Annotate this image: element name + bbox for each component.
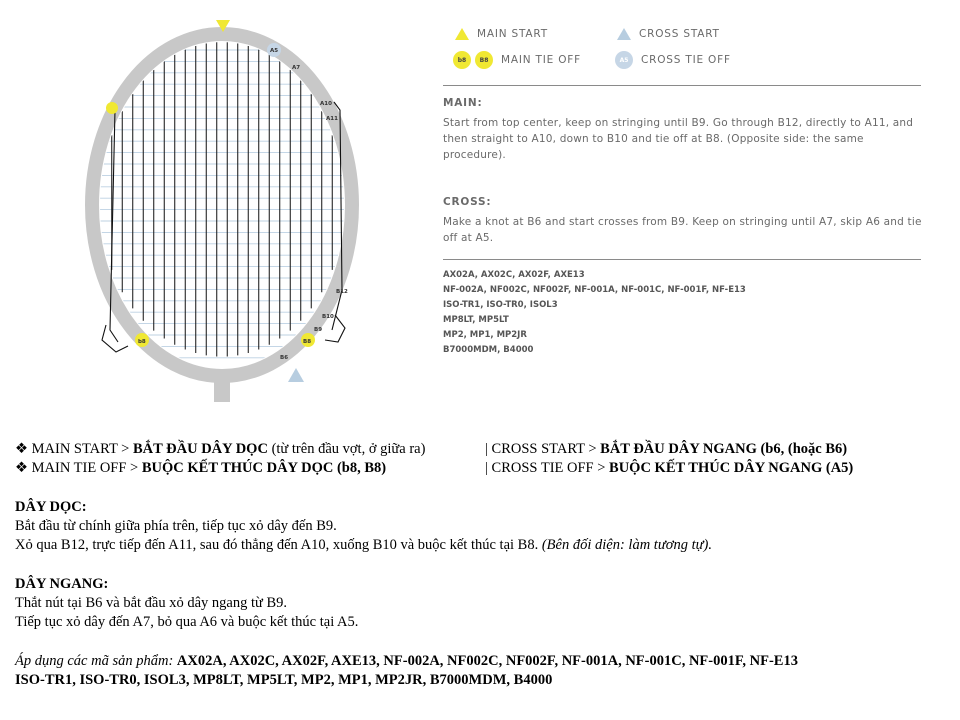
vn-ngang-line2: Tiếp tục xỏ dây đến A7, bỏ qua A6 và buộc kết thúc tại A5. (15, 614, 359, 630)
yellow-dot-icon: b8 (453, 51, 471, 69)
legend-cross-tie-off-label: CROSS TIE OFF (641, 54, 731, 66)
label-a10: A10 (320, 101, 332, 107)
label-b6: B6 (280, 355, 289, 361)
vn-apply-section (15, 652, 945, 690)
vn-apply-models-2: ISO-TR1, ISO-TR0, ISOL3, MP8LT, MP5LT, MP2, MP1, MP2JR, B7000MDM, B4000 (15, 672, 553, 688)
label-b8-left: b8 (138, 339, 146, 345)
vn-line1-a: MAIN START > (31, 441, 133, 457)
cross-section (443, 196, 923, 246)
cross-heading: CROSS: (443, 196, 492, 208)
vn-line2-a: MAIN TIE OFF > (31, 460, 142, 476)
vn-line1-pipe: | CROSS START > (485, 441, 601, 457)
vn-line2-b: BUỘC KẾT THÚC DÂY DỌC (b8, B8) (141, 460, 387, 476)
vn-legend-line-2 (15, 459, 945, 478)
bullet-icon: ❖ (15, 460, 28, 476)
model-line: ISO-TR1, ISO-TR0, ISOL3 (443, 300, 558, 310)
vn-line2-pipe: | CROSS TIE OFF > (485, 460, 610, 476)
legend-main-start-label: MAIN START (477, 28, 548, 40)
label-b10: B10 (322, 314, 334, 320)
left-start-dot (106, 102, 118, 114)
bullet-icon: ❖ (15, 441, 28, 457)
blue-dot-icon: A5 (615, 51, 633, 69)
vn-doc-line2-note: (Bên đối diện: làm tương tự). (538, 537, 712, 553)
vn-line1-d: BẮT ĐẦU DÂY NGANG (b6, (hoặc B6) (600, 441, 848, 457)
label-a7: A7 (292, 65, 301, 71)
vn-line1-c: (từ trên đầu vợt, ở giữa ra) (267, 441, 426, 457)
vn-line1-b: BẮT ĐẦU DÂY DỌC (132, 441, 268, 457)
model-line: AX02A, AX02C, AX02F, AXE13 (443, 270, 585, 280)
label-a11: A11 (326, 116, 338, 122)
racket-frame (92, 34, 352, 376)
legend-cross-start-label: CROSS START (639, 28, 720, 40)
blue-triangle-icon (617, 28, 631, 40)
legend (443, 24, 923, 76)
main-section (443, 97, 923, 163)
label-b9: B9 (314, 327, 323, 333)
divider (443, 259, 921, 260)
vn-doc-section (15, 498, 945, 555)
vn-apply-label: Áp dụng các mã sản phẩm: (15, 653, 177, 669)
vn-apply-models-1: AX02A, AX02C, AX02F, AXE13, NF-002A, NF002C, NF002F, NF-001A, NF-001C, NF-001F, NF-E13 (176, 653, 798, 669)
yellow-triangle-icon (455, 28, 469, 40)
model-line: B7000MDM, B4000 (443, 345, 534, 355)
vn-line2-right (485, 459, 853, 478)
legend-main-tie-off-label: MAIN TIE OFF (501, 54, 581, 66)
legend-main-start (455, 28, 548, 40)
legend-main-tie-off (453, 51, 581, 69)
model-line: NF-002A, NF002C, NF002F, NF-001A, NF-001C, NF-001F, NF-E13 (443, 285, 746, 295)
vn-line2-d: BUỘC KẾT THÚC DÂY NGANG (A5) (609, 460, 854, 476)
vn-doc-heading: DÂY DỌC: (15, 499, 87, 515)
main-heading: MAIN: (443, 97, 483, 109)
label-b12: B12 (336, 289, 348, 295)
vn-ngang-section (15, 575, 945, 632)
vn-ngang-line1: Thắt nút tại B6 và bắt đầu xỏ dây ngang từ B9. (15, 595, 288, 611)
cross-text: Make a knot at B6 and start crosses from B9. Keep on stringing until A7, skip A6 and tie off at A5. (443, 216, 922, 244)
divider (443, 85, 921, 86)
legend-cross-start (617, 28, 720, 40)
cross-start-marker (288, 368, 304, 382)
vn-ngang-heading: DÂY NGANG: (15, 576, 109, 592)
lead-strings (102, 102, 345, 352)
vn-doc-line2: Xỏ qua B12, trực tiếp đến A11, sau đó thẳng đến A10, xuống B10 và buộc kết thúc tại B8. (15, 537, 539, 553)
vn-legend-line-1 (15, 440, 945, 459)
label-b8: B8 (303, 339, 312, 345)
main-strings (112, 42, 333, 356)
yellow-dot-icon: B8 (475, 51, 493, 69)
model-line: MP8LT, MP5LT (443, 315, 509, 325)
label-a5: A5 (270, 48, 279, 54)
vn-doc-line1: Bắt đầu từ chính giữa phía trên, tiếp tục xỏ dây đến B9. (15, 518, 337, 534)
racket-stringing-diagram (70, 10, 370, 402)
model-list (443, 268, 923, 358)
legend-cross-tie-off (615, 51, 731, 69)
racket-throat (214, 372, 230, 402)
main-text: Start from top center, keep on stringing until B9. Go through B12, directly to A11, and then straight to A10, down to B10 and tie off at B8. (Opposite side: the same procedure). (443, 117, 914, 161)
vn-line1-right (485, 440, 847, 459)
model-line: MP2, MP1, MP2JR (443, 330, 527, 340)
